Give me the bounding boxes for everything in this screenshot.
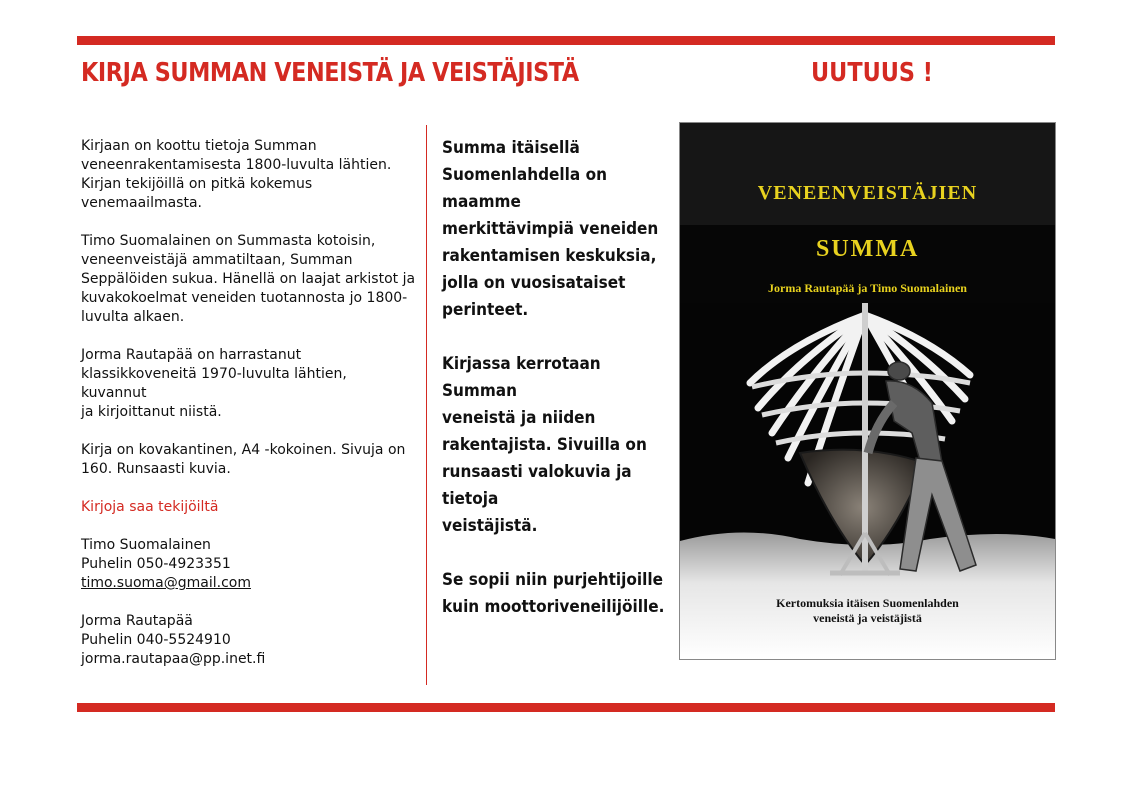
intro-paragraph bbox=[81, 137, 416, 213]
text-line: Kirjan tekijöillä on pitkä kokemus bbox=[81, 176, 313, 192]
caption-line: veneistä ja veistäjistä bbox=[813, 611, 922, 625]
bottom-rule bbox=[77, 703, 1055, 712]
cover-title-band bbox=[680, 123, 1055, 225]
info-column bbox=[81, 137, 416, 688]
contact-phone: Puhelin 050-4923351 bbox=[81, 556, 231, 572]
text-line: Jorma Rautapää on harrastanut bbox=[81, 347, 302, 363]
email-link[interactable]: timo.suoma@gmail.com bbox=[81, 575, 251, 591]
text-line: rakentajista. Sivuilla on bbox=[442, 435, 647, 455]
text-line: veistäjistä. bbox=[442, 516, 538, 536]
text-line: Kirjassa kerrotaan Summan bbox=[442, 354, 601, 401]
column-divider bbox=[426, 125, 427, 685]
suomalainen-paragraph bbox=[81, 232, 416, 327]
contact-name: Timo Suomalainen bbox=[81, 537, 211, 553]
text-line: Kirjaan on koottu tietoja Summan bbox=[81, 138, 317, 154]
text-line: klassikkoveneitä 1970-luvulta lähtien, kuvannut bbox=[81, 366, 347, 401]
news-label: UUTUUS ! bbox=[811, 58, 933, 88]
text-line: veneenveistäjä ammatiltaan, Summan bbox=[81, 252, 353, 268]
book-cover bbox=[679, 122, 1056, 660]
text-line: perinteet. bbox=[442, 300, 529, 320]
text-line: ja kirjoittanut niistä. bbox=[81, 404, 222, 420]
text-line: kuin moottoriveneilijöille. bbox=[442, 597, 665, 617]
top-rule bbox=[77, 36, 1055, 45]
text-line: 160. Runsaasti kuvia. bbox=[81, 461, 231, 477]
text-line: rakentamisen keskuksia, bbox=[442, 246, 657, 266]
text-line: Suomenlahdella on maamme bbox=[442, 165, 607, 212]
text-line: Seppälöiden sukua. Hänellä on laajat arkistot ja bbox=[81, 271, 416, 287]
contact-name: Jorma Rautapää bbox=[81, 613, 193, 629]
summa-paragraph bbox=[442, 135, 667, 324]
text-line: jolla on vuosisataiset bbox=[442, 273, 626, 293]
text-line: runsaasti valokuvia ja tietoja bbox=[442, 462, 632, 509]
text-line: Summa itäisellä bbox=[442, 138, 580, 158]
order-heading: Kirjoja saa tekijöiltä bbox=[81, 499, 219, 515]
contact-phone: Puhelin 040-5524910 bbox=[81, 632, 231, 648]
caption-line: Kertomuksia itäisen Suomenlahden bbox=[776, 596, 959, 610]
content-paragraph bbox=[442, 351, 667, 540]
rautapaa-paragraph bbox=[81, 346, 416, 422]
text-line: veneistä ja niiden bbox=[442, 408, 596, 428]
text-line: veneenrakentamisesta 1800-luvulta lähtien. bbox=[81, 157, 392, 173]
contact-suomalainen bbox=[81, 536, 416, 593]
description-column bbox=[442, 135, 665, 648]
audience-paragraph bbox=[442, 567, 667, 621]
text-line: merkittävimpiä veneiden bbox=[442, 219, 659, 239]
text-line: luvulta alkaen. bbox=[81, 309, 185, 325]
text-line: Timo Suomalainen on Summasta kotoisin, bbox=[81, 233, 376, 249]
cover-authors: Jorma Rautapää ja Timo Suomalainen bbox=[768, 281, 967, 295]
cover-title: VENEENVEISTÄJIEN bbox=[757, 182, 978, 204]
text-line: Kirja on kovakantinen, A4 -kokoinen. Sivuja on bbox=[81, 442, 406, 458]
text-line: venemaailmasta. bbox=[81, 195, 202, 211]
text-line: kuvakokoelmat veneiden tuotannosta jo 1800- bbox=[81, 290, 408, 306]
cover-subtitle: SUMMA bbox=[816, 236, 920, 262]
text-line: Se sopii niin purjehtijoille bbox=[442, 570, 664, 590]
contact-rautapaa bbox=[81, 612, 416, 669]
contact-email: jorma.rautapaa@pp.inet.fi bbox=[81, 651, 266, 667]
page-title: KIRJA SUMMAN VENEISTÄ JA VEISTÄJISTÄ bbox=[81, 58, 579, 88]
book-details-paragraph bbox=[81, 441, 416, 479]
cover-caption bbox=[680, 596, 1055, 626]
